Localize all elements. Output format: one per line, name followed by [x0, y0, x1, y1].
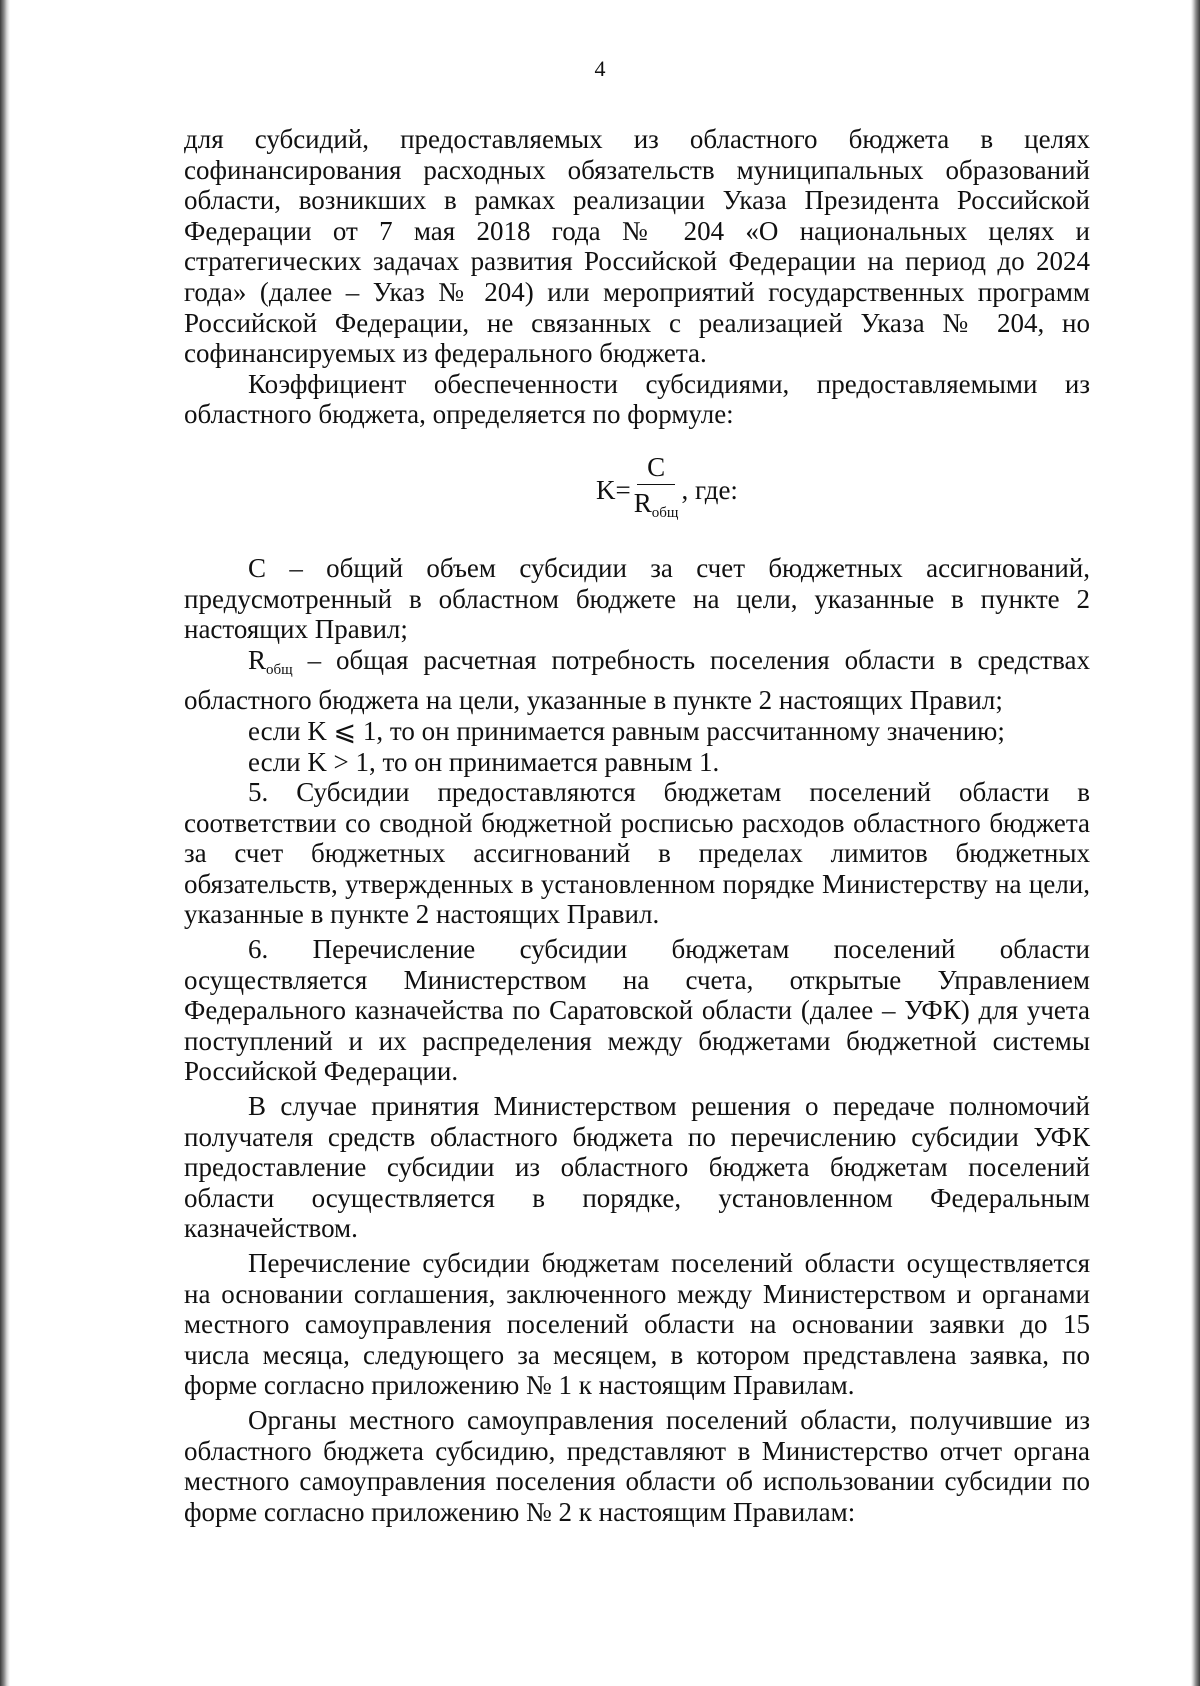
paragraph-coefficient: Коэффициент обеспеченности субсидиями, предоставляемыми из областного бюджета, определяется по формуле: — [184, 368, 1090, 430]
formula-denominator-symbol: R — [633, 487, 652, 518]
formula-fraction — [634, 452, 679, 529]
formula-suffix: , где: — [681, 475, 738, 506]
scan-border-left — [0, 0, 10, 1686]
scan-border-right — [1191, 0, 1200, 1686]
formula-numerator: C — [637, 452, 675, 485]
paragraph-item-6: 6. Перечисление субсидии бюджетам поселений области осуществляется Министерством на счета, открытые Управлением Федерального казначейства по Саратовской области (далее – УФК) для учета поступлений и их распределения между бюджетами бюджетной системы Российской Федерации. — [184, 934, 1090, 1087]
document-body — [184, 124, 1090, 1527]
formula-denominator — [634, 485, 679, 529]
r-subscript: общ — [266, 661, 293, 678]
paragraph-c-definition: C – общий объем субсидии за счет бюджетных ассигнований, предусмотренный в областном бюджете на цели, указанные в пункте 2 настоящих Правил; — [184, 552, 1090, 645]
formula-denominator-subscript: общ — [651, 504, 679, 521]
r-definition-text: – общая расчетная потребность поселения области в средствах областного бюджета на цели, указанные в пункте 2 настоящих Правил; — [184, 644, 1090, 716]
paragraph-intro: для субсидий, предоставляемых из областного бюджета в целях софинансирования расходных обязательств муниципальных образований области, возникших в рамках реализации Указа Президента Российской Федерации от 7 мая 2018 года № 204 «О национальных целях и стратегических задачах развития Российской Федерации на период до 2024 года» (далее – Указ № 204) или мероприятий государственных программ Российской Федерации, не связанных с реализацией Указа № 204, но софинансируемых из федерального бюджета. — [184, 124, 1090, 369]
paragraph-k-gt-1: если K > 1, то он принимается равным 1. — [248, 746, 720, 777]
page-number: 4 — [594, 56, 606, 81]
paragraph-r-definition — [184, 645, 1090, 716]
paragraph-delegation: В случае принятия Министерством решения о передаче полномочий получателя средств областного бюджета по перечислению субсидии УФК предоставление субсидии из областного бюджета бюджетам поселений области осуществляется в порядке, установленном Федеральным казначейством. — [184, 1091, 1090, 1244]
paragraph-reporting: Органы местного самоуправления поселений области, получившие из областного бюджета субсидию, представляют в Министерство отчет органа местного самоуправления поселения области об использовании субсидии по форме согласно приложению № 2 к настоящим Правилам: — [184, 1404, 1090, 1527]
r-symbol: R — [248, 644, 267, 675]
formula — [184, 452, 1090, 529]
paragraph-k-le-1: если K ⩽ 1, то он принимается равным рассчитанному значению; — [248, 715, 1005, 746]
formula-lhs: K= — [596, 475, 631, 506]
paragraph-item-5: 5. Субсидии предоставляются бюджетам поселений области в соответствии со сводной бюджетной росписью расходов областного бюджета за счет бюджетных ассигнований в пределах лимитов бюджетных обязательств, утвержденных в установленном порядке Министерству на цели, указанные в пункте 2 настоящих Правил. — [184, 777, 1090, 930]
paragraph-transfer-basis: Перечисление субсидии бюджетам поселений области осуществляется на основании соглашения, заключенного между Министерством и органами местного самоуправления поселений области на основании заявки до 15 числа месяца, следующего за месяцем, в котором представлена заявка, по форме согласно приложению № 1 к настоящим Правилам. — [184, 1248, 1090, 1401]
